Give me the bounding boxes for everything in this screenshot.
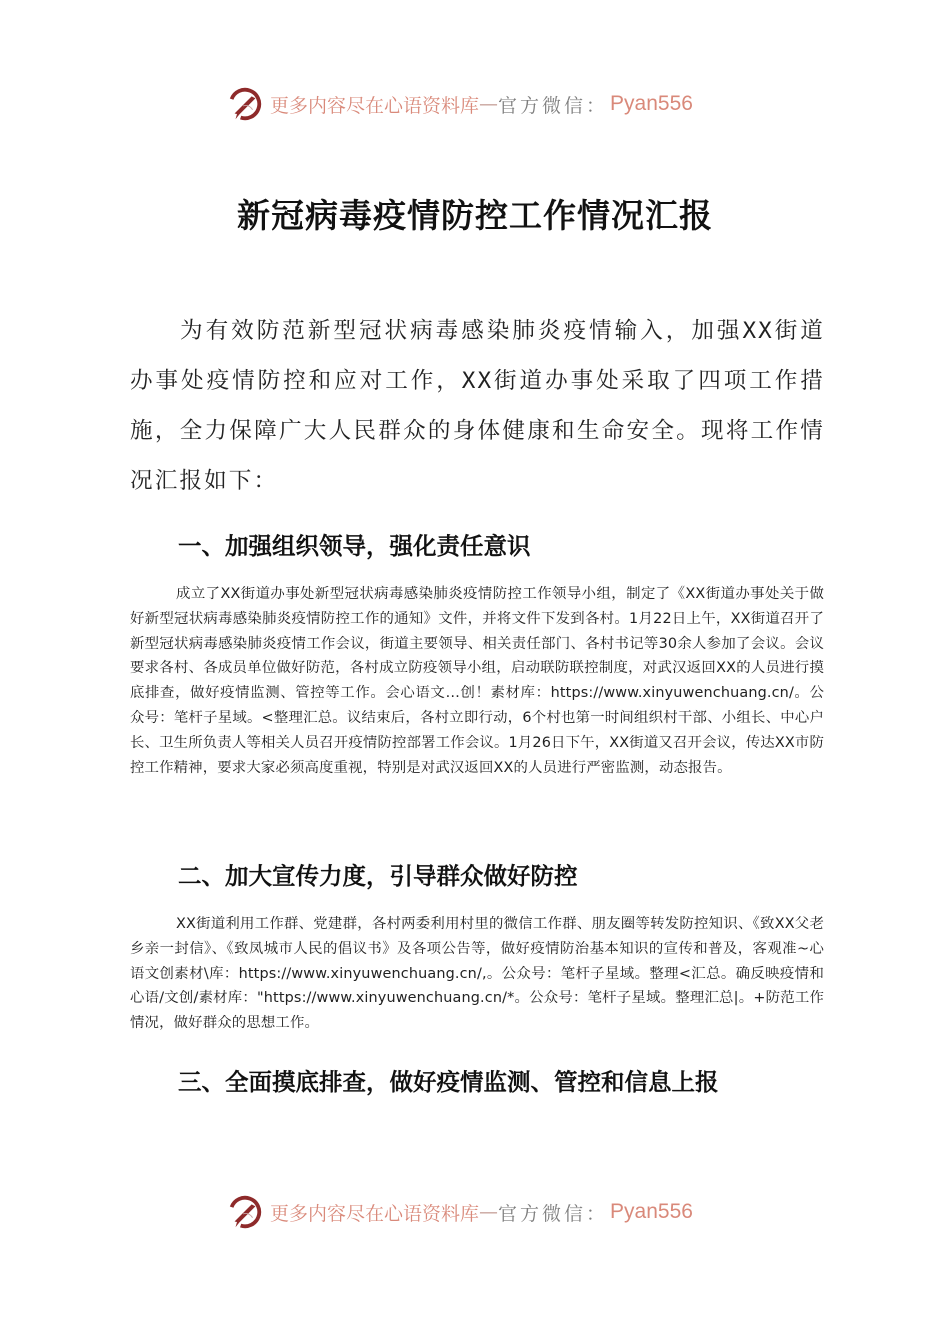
- wechat-id: Pyan556: [610, 1200, 693, 1223]
- document-title: 新冠病毒疫情防控工作情况汇报: [237, 196, 713, 236]
- brand-text: 更多内容尽在心语资料库: [270, 94, 480, 117]
- header-watermark-banner: [226, 84, 726, 124]
- quill-pen-logo-icon: [226, 85, 264, 123]
- official-wechat-label: 官方微信：: [498, 94, 609, 117]
- intro-paragraph: 为有效防范新型冠状病毒感染肺炎疫情输入，加强XX街道办事处疫情防控和应对工作，XX街道办事处采取了四项工作措施，全力保障广大人民群众的身体健康和生命安全。现将工作情况汇报如下：: [130, 318, 825, 494]
- quill-pen-logo-icon: [226, 1193, 264, 1231]
- banner-dash: —: [479, 93, 499, 115]
- section-2-paragraph: XX街道利用工作群、党建群，各村两委利用村里的微信工作群、朋友圈等转发防控知识、《致XX父老乡亲一封信》、《致凤城市人民的倡议书》及各项公告等，做好疫情防治基本知识的宣传和普及，客观准~心语文创素材\库：https://www.xinyuwenchuang.cn/,。公众号：笔杆子星域。整理<汇总。确反映疫情和心语/文创/素材库："https://www.xinyuwenchuang.cn/*。公众号：笔杆子星域。整理汇总|。+防范工作情况，做好群众的思想工作。: [130, 916, 824, 1032]
- section-heading-3: 三、全面摸底排查，做好疫情监测、管控和信息上报: [178, 1068, 719, 1096]
- section-heading-2: 二、加大宣传力度，引导群众做好防控: [178, 862, 578, 890]
- section-1-paragraph: 成立了XX街道办事处新型冠状病毒感染肺炎疫情防控工作领导小组，制定了《XX街道办事处关于做好新型冠状病毒感染肺炎疫情防控工作的通知》文件，并将文件下发到各村。1月22日上午，XX街道召开了新型冠状病毒感染肺炎疫情工作会议，街道主要领导、相关责任部门、各村书记等30余人参加了会议。会议要求各村、各成员单位做好防范，各村成立防疫领导小组，启动联防联控制度，对武汉返回XX的人员进行摸底排查，做好疫情监测、管控等工作。会心语文…创！素材库：https://www.xinyuwenchuang.cn/。公众号：笔杆子星域。<整理汇总。议结束后，各村立即行动，6个村也第一时间组织村干部、小组长、中心户长、卫生所负责人等相关人员召开疫情防控部署工作会议。1月26日下午，XX街道又召开会议，传达XX市防控工作精神，要求大家必须高度重视，特别是对武汉返回XX的人员进行严密监测，动态报告。: [130, 586, 824, 776]
- wechat-id: Pyan556: [610, 92, 693, 115]
- banner-dash: —: [479, 1201, 499, 1223]
- official-wechat-label: 官方微信：: [498, 1202, 609, 1225]
- footer-watermark-banner: [226, 1192, 726, 1232]
- section-heading-1: 一、加强组织领导，强化责任意识: [178, 532, 531, 560]
- brand-text: 更多内容尽在心语资料库: [270, 1202, 480, 1225]
